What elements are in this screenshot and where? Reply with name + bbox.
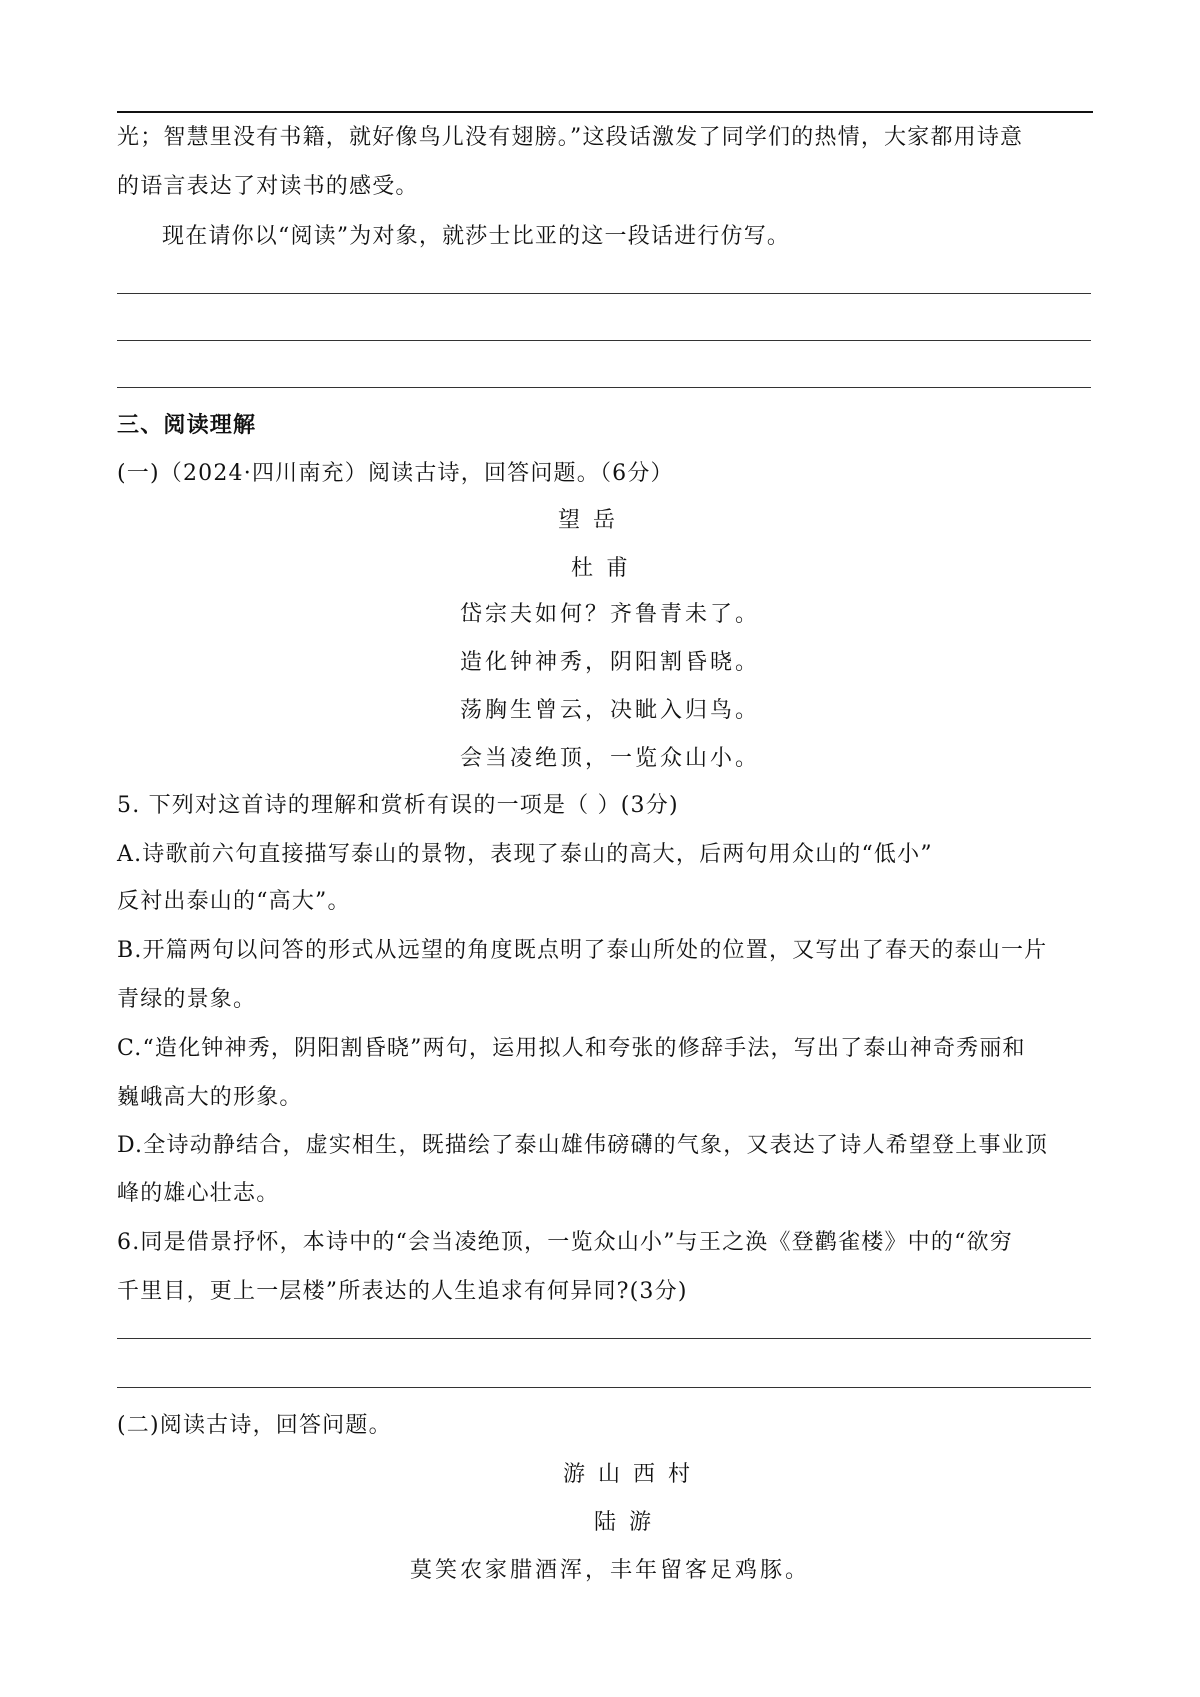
answer-line[interactable] [117,340,1091,341]
poem2-line: 莫笑农家腊酒浑，丰年留客足鸡豚。 [410,1558,811,1583]
poem1-author: 杜 甫 [571,556,631,581]
answer-line[interactable] [117,387,1091,388]
answer-line[interactable] [117,293,1091,294]
poem1-line: 造化钟神秀，阴阳割昏晓。 [460,650,761,675]
option-b[interactable]: B.开篇两句以问答的形式从远望的角度既点明了泰山所处的位置，又写出了春天的泰山一片 [117,938,1048,963]
poem1-line: 岱宗夫如何？齐鲁青未了。 [460,602,761,627]
poem2-author: 陆 游 [594,1510,654,1535]
poem2-title: 游 山 西 村 [563,1462,693,1487]
answer-line[interactable] [117,1338,1091,1339]
option-d[interactable]: D.全诗动静结合，虚实相生，既描绘了泰山雄伟磅礴的气象，又表达了诗人希望登上事业顶 [117,1133,1049,1158]
header-rule [117,111,1093,113]
passage-line-1: 光；智慧里没有书籍，就好像鸟儿没有翅膀。”这段话激发了同学们的热情，大家都用诗意 [117,125,1024,150]
question-5-stem: 5. 下列对这首诗的理解和赏析有误的一项是（ ）(3分) [117,793,679,818]
passage-line-2: 的语言表达了对读书的感受。 [117,174,419,199]
imitation-prompt: 现在请你以“阅读”为对象，就莎士比亚的这一段话进行仿写。 [162,224,791,249]
question-6-stem-cont: 千里目，更上一层楼”所表达的人生追求有何异同?(3分) [117,1279,688,1304]
option-a-cont: 反衬出泰山的“高大”。 [117,889,351,914]
part1-intro: (一)（2024·四川南充）阅读古诗，回答问题。（6分） [117,461,674,486]
option-c[interactable]: C.“造化钟神秀，阴阳割昏晓”两句，运用拟人和夸张的修辞手法，写出了泰山神奇秀丽和 [117,1036,1026,1061]
option-d-cont: 峰的雄心壮志。 [117,1181,280,1206]
poem1-line: 荡胸生曾云，决眦入归鸟。 [460,698,761,723]
option-b-cont: 青绿的景象。 [117,987,257,1012]
poem1-title: 望 岳 [558,508,618,533]
question-6-stem: 6.同是借景抒怀，本诗中的“会当凌绝顶，一览众山小”与王之涣《登鹳雀楼》中的“欲穷 [117,1230,1013,1255]
poem1-line: 会当凌绝顶，一览众山小。 [460,746,761,771]
answer-line[interactable] [117,1387,1091,1388]
part2-intro: (二)阅读古诗，回答问题。 [117,1413,392,1438]
option-c-cont: 巍峨高大的形象。 [117,1085,303,1110]
option-a[interactable]: A.诗歌前六句直接描写泰山的景物，表现了泰山的高大，后两句用众山的“低小” [117,842,933,867]
section-heading: 三、阅读理解 [117,413,257,438]
